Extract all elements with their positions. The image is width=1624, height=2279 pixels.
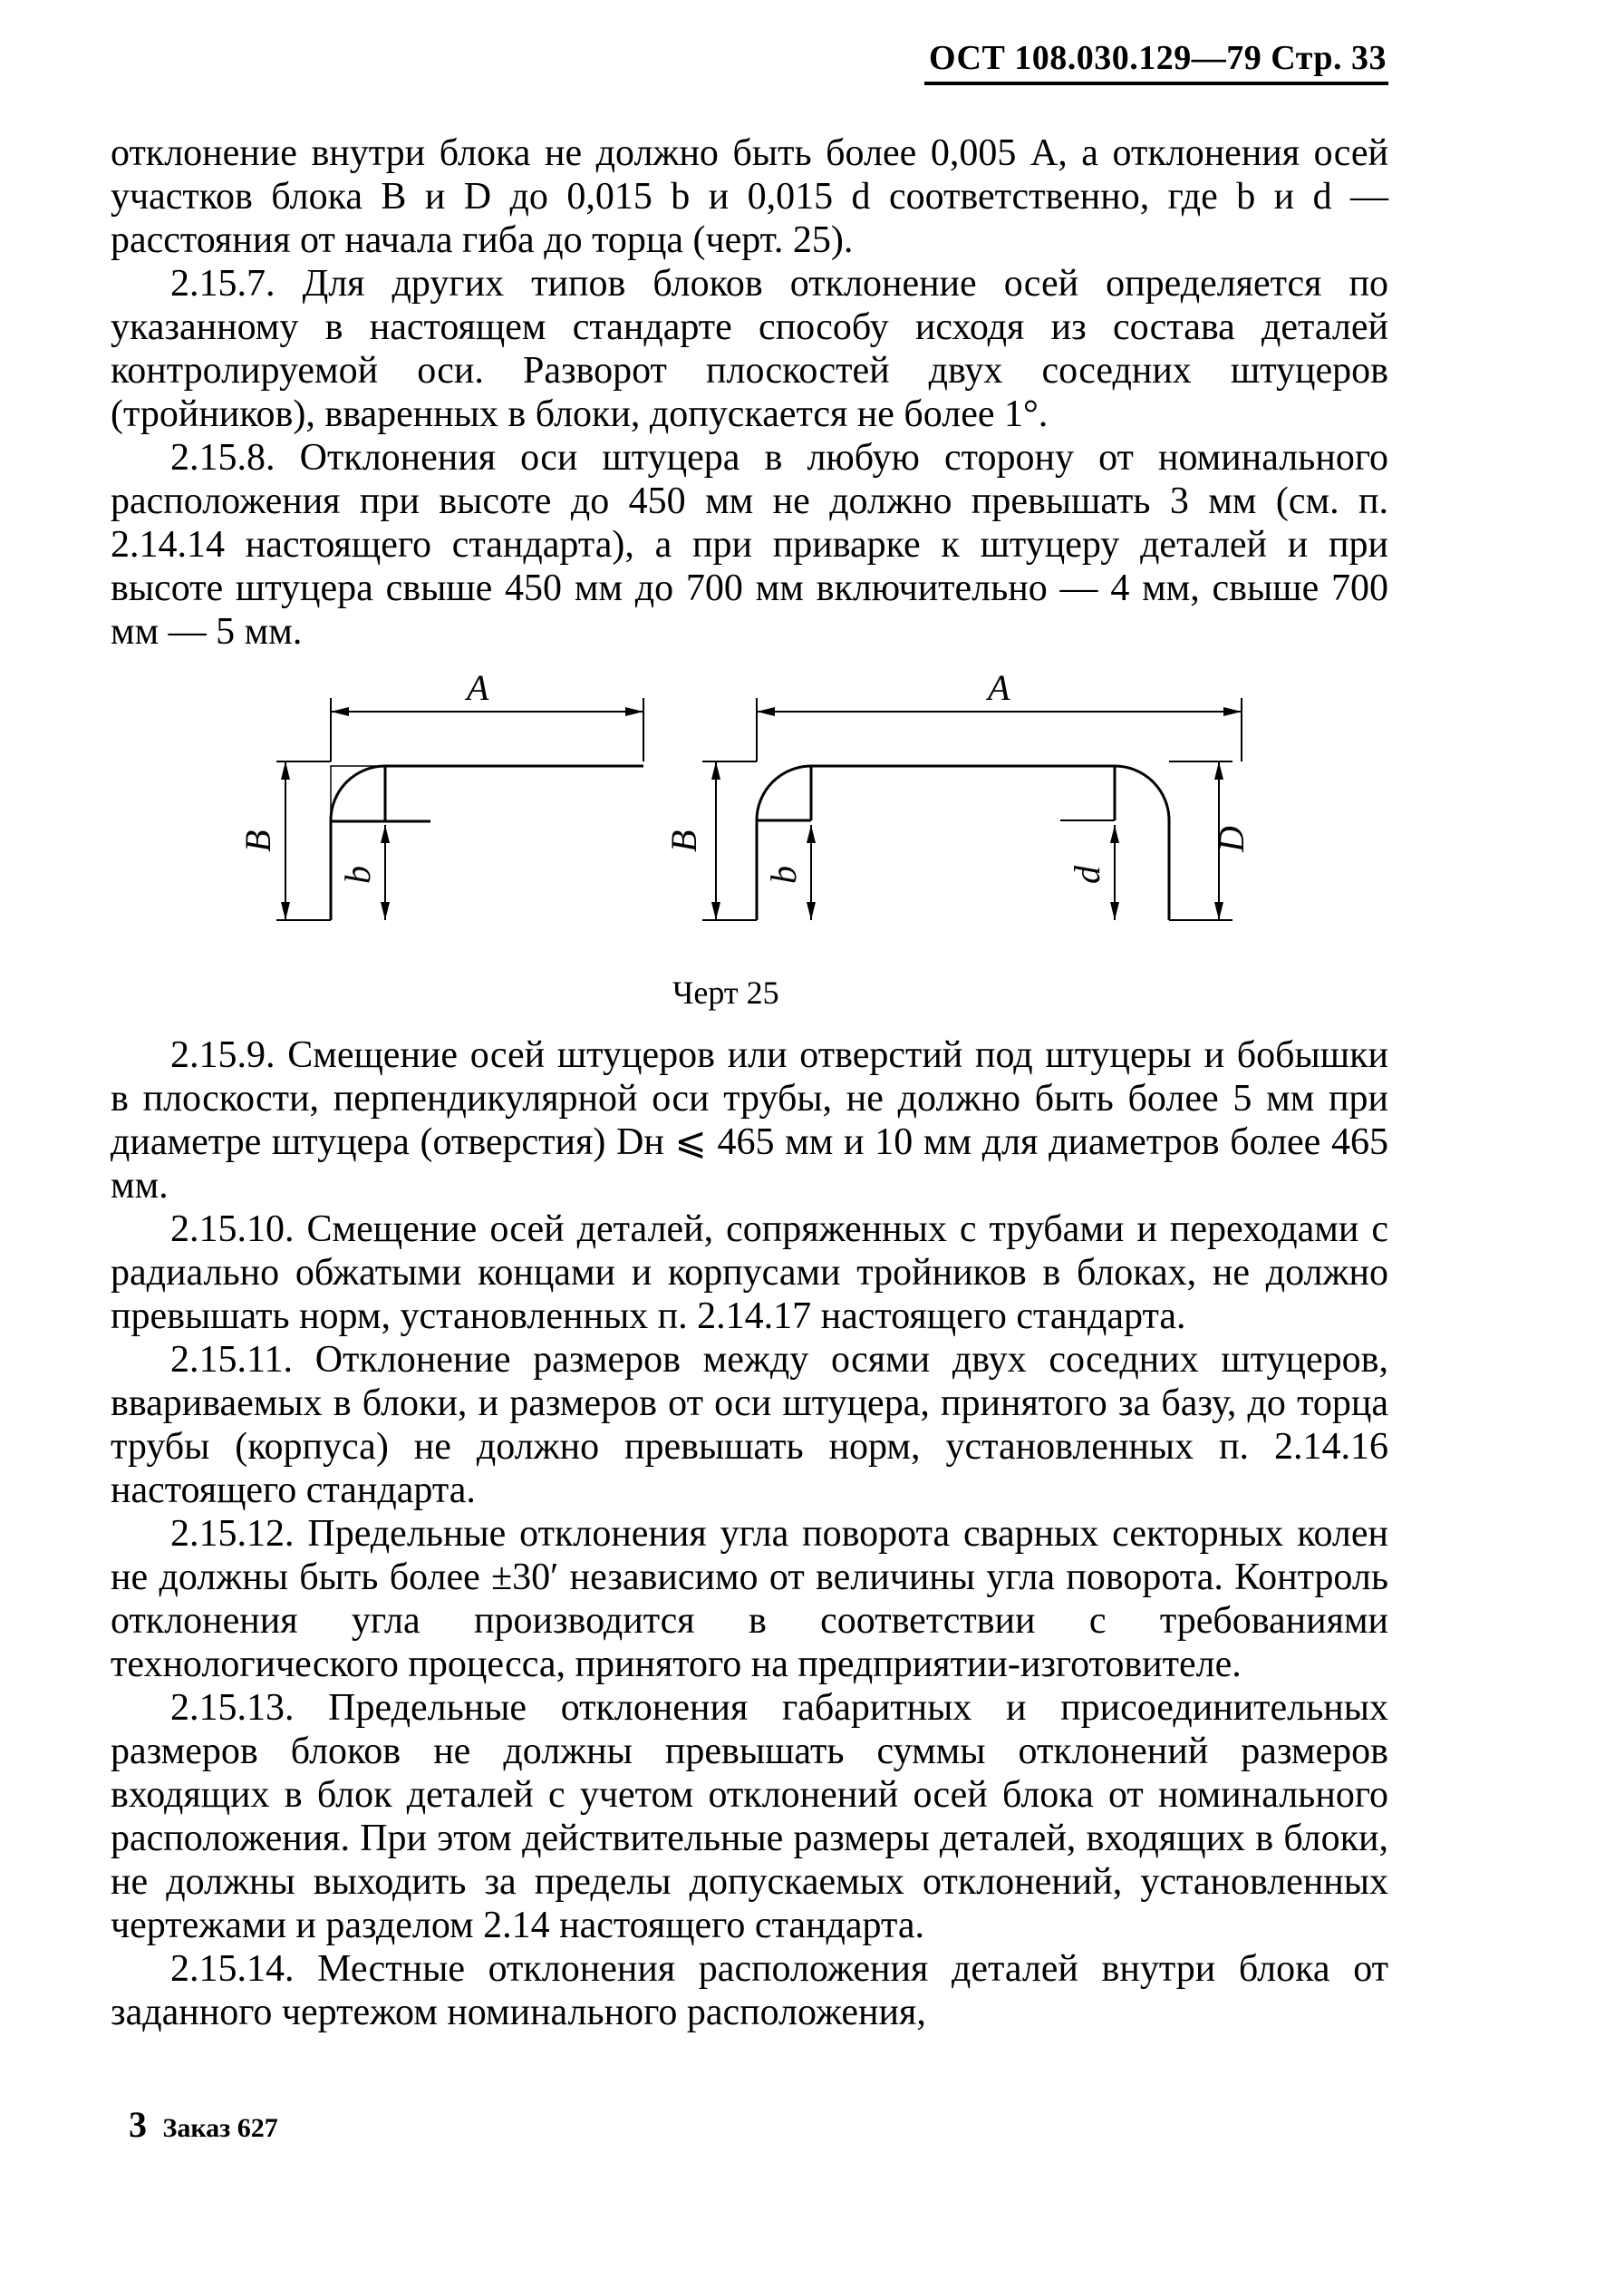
figure-caption: Черт 25 <box>672 975 779 1011</box>
paragraph-2-15-10: 2.15.10. Смещение осей деталей, сопряженных с трубами и переходами с радиально обжатыми концами и корпусами тройников в блоках, не должно превышать норм, установленных п. 2.14.17 настоящего стандарта. <box>111 1208 1388 1337</box>
paragraph: отклонение внутри блока не должно быть более 0,005 A, а отклонения осей участков блока B и D до 0,015 b и 0,015 d соответственно, где b и d — расстояния от начала гиба до торца (черт. 25). <box>111 132 1388 261</box>
page-header: ОСТ 108.030.129—79 Стр. 33 <box>928 39 1387 77</box>
sheet-number: 3 <box>129 2104 147 2145</box>
label-B-right: B <box>663 829 704 852</box>
text-block-bottom <box>111 1033 1388 2034</box>
label-B-left: B <box>237 829 278 852</box>
figure-drawing-25 <box>237 667 1252 943</box>
order-number: Заказ 627 <box>162 2113 278 2143</box>
right-block-outer <box>757 766 1169 920</box>
paragraph-2-15-13: 2.15.13. Предельные отклонения габаритных и присоединительных размеров блоков не должны превышать суммы отклонений размеров входящих в блок деталей с учетом отклонений осей блока от номинального расположения. При этом действительные размеры деталей, входящих в блоки, не должны выходить за пределы допускаемых отклонений, установленных чертежами и разделом 2.14 настоящего стандарта. <box>111 1687 1388 1946</box>
text-block-top <box>111 131 1388 654</box>
paragraph-2-15-8: 2.15.8. Отклонения оси штуцера в любую сторону от номинального расположения при высоте до 450 мм не должно превышать 3 мм (см. п. 2.14.14 настоящего стандарта), а при приварке к штуцеру деталей и при высоте штуцера свыше 450 мм до 700 мм включительно — 4 мм, свыше 700 мм — 5 мм. <box>111 437 1388 653</box>
paragraph-2-15-14: 2.15.14. Местные отклонения расположения деталей внутри блока от заданного чертежом номинального расположения, <box>111 1948 1388 2033</box>
header-rule <box>924 82 1388 85</box>
label-d: d <box>1067 866 1107 884</box>
paragraph-2-15-11: 2.15.11. Отклонение размеров между осями двух соседних штуцеров, ввариваемых в блоки, и размеров от оси штуцера, принятого за базу, до торца трубы (корпуса) не должно превышать норм, установленных п. 2.14.16 настоящего стандарта. <box>111 1339 1388 1511</box>
label-b-left: b <box>337 866 378 884</box>
label-D: D <box>1211 826 1252 852</box>
left-block-outer <box>331 766 643 920</box>
page-footer <box>129 2103 278 2146</box>
paragraph-2-15-9: 2.15.9. Смещение осей штуцеров или отверстий под штуцеры и бобышки в плоскости, перпендикулярной оси трубы, не должно быть более 5 мм при диаметре штуцера (отверстия) Dн ⩽ 465 мм и 10 мм для диаметров более 465 мм. <box>111 1034 1388 1207</box>
label-A-left: A <box>467 667 489 708</box>
paragraph-2-15-12: 2.15.12. Предельные отклонения угла поворота сварных секторных колен не должны быть более ±30′ независимо от величины угла поворота. Контроль отклонения угла производится в соответствии с требованиями технологического процесса, принятого на предприятии-изготовителе. <box>111 1513 1388 1685</box>
paragraph-2-15-7: 2.15.7. Для других типов блоков отклонение осей определяется по указанному в настоящем стандарте способу исходя из состава деталей контролируемой оси. Разворот плоскостей двух соседних штуцеров (тройников), вваренных в блоки, допускается не более 1°. <box>111 263 1388 435</box>
label-b-right: b <box>763 866 804 884</box>
label-A-right: A <box>988 667 1010 708</box>
